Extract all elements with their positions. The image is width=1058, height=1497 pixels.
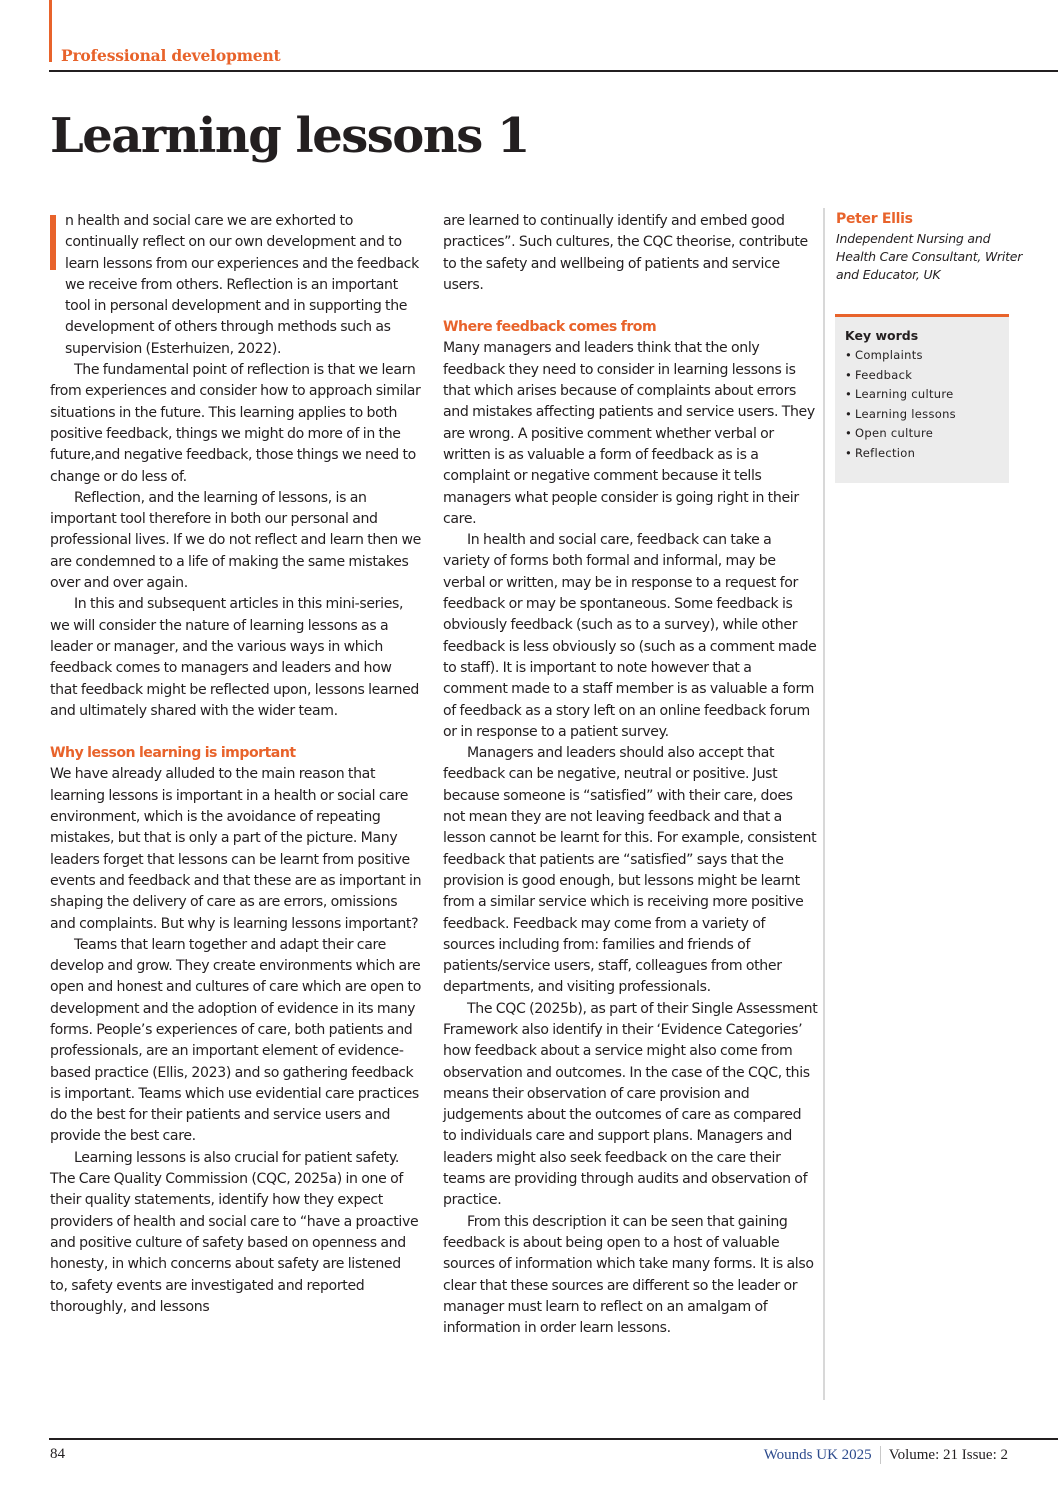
paragraph: We have already alluded to the main reason that learning lessons is important in a health or social care environment, which is the avoidance of repeating mistakes, but that is only a part of the picture. Many leaders forget that lessons can be learnt from positive events and feedback and that these are as important in shaping the delivery of care as are errors, omissions and complaints. But why is learning lessons important? <box>50 766 422 932</box>
footer-rule <box>49 1438 1058 1440</box>
paragraph: In health and social care, feedback can take a variety of forms both formal and informal, may be verbal or written, may be in response to a request for feedback or may be spontaneous. Some feedback is obviously feedback (such as to a survey), while other feedback is less obviously so (such as a comment made to staff). It is important to note however that a comment made to a staff member is as valuable a form of feedback as a story left on an online feedback forum or in response to a patient survey. <box>443 532 817 740</box>
author-block <box>836 209 1026 284</box>
page-number: 84 <box>50 1446 65 1462</box>
header-accent-bar <box>49 0 52 62</box>
paragraph: From this description it can be seen that gaining feedback is about being open to a host of valuable sources of information which take many forms. It is also clear that these sources are different so the leader or manager must learn to reflect on an amalgam of information in order learn lessons. <box>443 1213 814 1337</box>
paragraph: The CQC (2025b), as part of their Single Assessment Framework also identify in their ‘Evidence Categories’ how feedback about a service might also come from observation and outcomes. In the case of the CQC, this means their observation of care provision and judgements about the outcomes of care as compared to individuals care and support plans. Managers and leaders might also seek feedback on the care their teams are providing through audits and observation of practice. <box>443 1000 818 1209</box>
paragraph: Reflection, and the learning of lessons, is an important tool therefore in both our personal and professional lives. If we do not reflect and learn then we are condemned to a life of making the same mistakes over and over again. <box>50 489 421 592</box>
section-label: Professional development <box>61 46 281 65</box>
volume-issue: Volume: 21 Issue: 2 <box>888 1446 1008 1463</box>
keyword-item: • Feedback <box>845 366 999 386</box>
bullet-icon: • <box>845 445 853 460</box>
keywords-title: Key words <box>845 328 919 343</box>
keyword-item: • Learning lessons <box>845 405 999 425</box>
journal-name: Wounds UK 2025 <box>763 1446 872 1463</box>
bullet-icon: • <box>845 426 853 440</box>
bullet-icon: • <box>845 387 853 401</box>
page-title: Learning lessons 1 <box>50 108 529 164</box>
subheading-why-lesson-learning: Why lesson learning is important <box>50 745 296 762</box>
author-affiliation: Independent Nursing and Health Care Consultant, Writer and Educator, UK <box>836 231 1023 282</box>
paragraph: In this and subsequent articles in this mini-series, we will consider the nature of learning lessons as a leader or manager, and the various ways in which feedback comes to managers and leaders and how that feedback might be reflected upon, lessons learned and ultimately shared with the wider team. <box>50 596 419 719</box>
footer-citation <box>764 1446 1008 1464</box>
keywords-box <box>835 314 1009 483</box>
author-name: Peter Ellis <box>836 211 913 227</box>
bullet-icon: • <box>845 348 853 362</box>
bullet-icon: • <box>845 367 853 382</box>
dropcap-bar <box>50 215 56 270</box>
article-column-2 <box>443 211 818 1339</box>
paragraph: Managers and leaders should also accept that feedback can be negative, neutral or positive. Just because someone is “satisfied” with their care, does not mean they are not leaving feedback and that a lesson cannot be learnt for this. For example, consistent feedback that patients are “satisfied” says that the provision is good enough, but lessons might be learnt from a similar service which is receiving more positive feedback. Feedback may come from a variety of sources including from: families and friends of patients/service users, staff, colleagues from other departments, and visiting professionals. <box>443 745 817 996</box>
paragraph: Many managers and leaders think that the only feedback they need to consider in learning lessons is that which arises because of complaints about errors and mistakes affecting patients and service users. They are wrong. A positive comment whether verbal or written is as valuable a form of feedback as is a complaint or negative comment because it tells managers what people consider is going right in their care. <box>443 340 815 527</box>
header-rule <box>49 70 1058 72</box>
keywords-list <box>845 346 999 463</box>
article-column-1 <box>50 211 422 1318</box>
paragraph: The fundamental point of reflection is that we learn from experiences and consider how to approach similar situations in the future. This learning applies to both positive feedback, things we might do more of in the future,and negative feedback, those things we need to change or do less of. <box>50 362 421 485</box>
column-divider <box>823 208 825 1400</box>
subheading-where-feedback-comes-from: Where feedback comes from <box>443 319 657 336</box>
bullet-icon: • <box>845 406 853 421</box>
intro-text: n health and social care we are exhorted to continually reflect on our own development and to learn lessons from our experiences and the feedback we receive from others. Reflection is an important tool in personal development and in supporting the development of others through methods such as supervision (Esterhuizen, 2022). <box>65 213 419 357</box>
paragraph: are learned to continually identify and embed good practices”. Such cultures, the CQC theorise, contribute to the safety and wellbeing of patients and service users. <box>443 213 808 293</box>
keyword-item: • Complaints <box>845 346 999 366</box>
keyword-item: • Open culture <box>845 424 999 444</box>
intro-paragraph <box>50 211 422 360</box>
paragraph: Teams that learn together and adapt their care develop and grow. They create environments which are open and honest and cultures of care which are open to development and the adoption of evidence in its many forms. People’s experiences of care, both patients and professionals, are an important element of evidence-based practice (Ellis, 2023) and so gathering feedback is important. Teams which use evidential care practices do the best for their patients and service users and provide the best care. <box>50 936 421 1145</box>
keyword-item: • Reflection <box>845 444 999 464</box>
keyword-item: • Learning culture <box>845 385 999 405</box>
paragraph: Learning lessons is also crucial for patient safety. The Care Quality Commission (CQC, 2025a) in one of their quality statements, identify how they expect providers of health and social care to “have a proactive and positive culture of safety based on openness and honesty, in which concerns about safety are listened to, safety events are investigated and reported thoroughly, and lessons <box>50 1149 419 1315</box>
footer-separator <box>880 1446 881 1464</box>
